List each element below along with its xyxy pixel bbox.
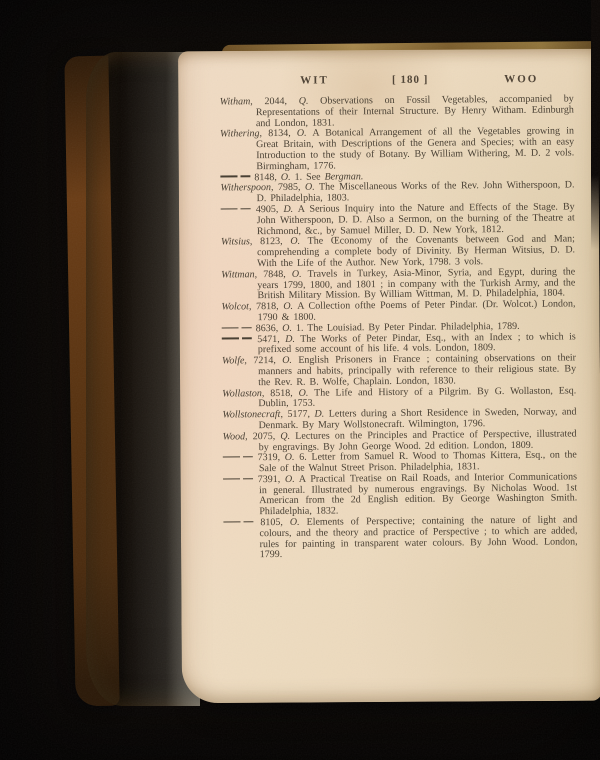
background-shadow-band bbox=[591, 0, 600, 250]
entry-headword: Wood bbox=[222, 430, 246, 443]
catalog-entry: 7319, O. 6. Letter from Samuel R. Wood to Thomas Kittera, Esq., on the Sale of the Walnut Street Prison. Philadelphia, 1831. bbox=[223, 451, 577, 476]
format-letter: O. bbox=[284, 452, 295, 464]
entry-headword: Wollstonecraft bbox=[222, 409, 281, 421]
format-letter: O. bbox=[283, 301, 294, 313]
ditto-dash-icon bbox=[222, 338, 252, 339]
catalog-entry: Wollaston, 8518, O. The Life and History of a Pilgrim. By G. Wollaston, Esq. Dublin, 1753. bbox=[222, 384, 577, 410]
entry-headword: Witherspoon bbox=[220, 182, 272, 194]
entry-headword: Witham bbox=[219, 96, 251, 108]
format-letter: D. bbox=[285, 333, 296, 345]
catalog-entry: Wolfe, 7214, O. English Prisoners in France ; containing observations on their manners and habits, principally with reference to their religious state. By the Rev. R. B. Wolfe, Chaplain. London, 1830. bbox=[221, 352, 577, 388]
catalog-entry: Wollstonecraft, 5177, D. Letters during a Short Residence in Sweden, Norway, and Denmark. By Mary Wollstonecraft. Wilmington, 1796. bbox=[222, 406, 577, 432]
format-letter: O. bbox=[284, 473, 295, 485]
book-page bbox=[178, 49, 600, 704]
format-letter: D. bbox=[283, 203, 294, 215]
format-letter: Q. bbox=[280, 430, 291, 442]
ditto-dash-icon bbox=[222, 327, 252, 328]
format-letter: O. bbox=[282, 322, 292, 334]
entry-headword: Witsius bbox=[220, 236, 250, 248]
catalog-entry: 8636, O. 1. The Louisiad. By Peter Pindar. Philadelphia, 1789. bbox=[222, 321, 576, 335]
entry-headword: Withering bbox=[219, 128, 260, 140]
ditto-dash-icon bbox=[220, 176, 250, 177]
catalog-entry: 4905, D. A Serious Inquiry into the Nature and Effects of the Stage. By John Witherspoon, D. D. Also a Sermon, on the burning of the Theatre at Richmond, &c., by Samuel Miller, D. D. New York, 1812. bbox=[221, 202, 575, 237]
format-letter: O. bbox=[289, 516, 300, 528]
page-number: [ 180 ] bbox=[391, 73, 429, 86]
catalog-entry: 7391, O. A Practical Treatise on Rail Roads, and Interior Communications in general. Illustrated by numerous engravings. By Nicholas Wood. 1st American from the 2d English edition. By George Washington Smith. Philadelphia, 1832. bbox=[223, 472, 577, 518]
catalog-entry: Wittman, 7848, O. Travels in Turkey, Asia-Minor, Syria, and Egypt, during the years 1799, 1800, and 1801 ; in company with the Turkish Army, and the British Military Mission. By William Wittman, M. D. Philadelphia, 1804. bbox=[221, 266, 576, 302]
entry-headword: Wolfe bbox=[221, 355, 245, 367]
running-head bbox=[220, 73, 576, 91]
catalog-entry: Withering, 8134, O. A Botanical Arrangement of all the Vegetables growing in Great Britain, with Descriptions of the Genera and Species; with an easy Introduction to the study of Botany. By William Withering, M. D. 2 vols. Birmingham, 1776. bbox=[219, 125, 575, 172]
format-letter: O. bbox=[291, 268, 302, 280]
running-head-right-guide: WOO bbox=[504, 73, 539, 86]
entry-headword: Wittman bbox=[221, 268, 255, 281]
entry-headword: Wolcot bbox=[221, 301, 249, 313]
italic-cross-reference: Bergman. bbox=[324, 170, 364, 183]
catalog-entry: Wolcot, 7818, O. A Collection ofthe Poems of Peter Pindar. (Dr. Wolcot.) London, 1790 & 1800. bbox=[221, 298, 576, 324]
ditto-dash-icon bbox=[221, 208, 251, 209]
catalog-entries bbox=[220, 94, 578, 561]
catalog-entry: Witham, 2044, Q. Observations on Fossil Vegetables, accompanied by Representations of their Internal Structure. By Henry Witham. Edinburgh and London, 1831. bbox=[219, 93, 574, 129]
ditto-dash-icon bbox=[223, 521, 253, 522]
format-letter: O. bbox=[290, 236, 301, 248]
catalog-entry: Wood, 2075, Q. Lectures on the Principles and Practice of Perspective, illustrated by engravings. By John George Wood. 2d edition. London, 1809. bbox=[222, 428, 577, 453]
catalog-entry: 8105, O. Elements of Perspective; containing the nature of light and colours, and the theory and practice of Perspective ; to which are added, rules for painting in transparent water colours. By John Wood. London, 1799. bbox=[223, 515, 577, 561]
ditto-dash-icon bbox=[223, 456, 253, 457]
format-letter: O. bbox=[280, 171, 291, 183]
catalog-entry: Witherspoon, 7985, O. The Miscellaneous Works of the Rev. John Witherspoon, D. D. Philadelphia, 1803. bbox=[220, 179, 575, 205]
format-letter: O. bbox=[304, 182, 315, 194]
running-head-left-guide: WIT bbox=[300, 74, 329, 87]
format-letter: O. bbox=[298, 387, 309, 399]
format-letter: O. bbox=[282, 355, 292, 367]
catalog-entry: Witsius, 8123, O. The Œconomy of the Covenants between God and Man; comprehending a complete body of Divinity. By Herman Witsius, D. D. With the Life of the Author. New York, 1798. 3 vols. bbox=[220, 233, 576, 270]
entry-headword: Wollaston bbox=[222, 387, 262, 400]
catalog-entry: 5471, D. The Works of Peter Pindar, Esq., with an Index ; to which is prefixed some account of his life. 4 vols. London, 1809. bbox=[222, 332, 576, 357]
catalog-entry: 8148, O. 1. See Bergman. bbox=[220, 170, 574, 184]
ditto-dash-icon bbox=[223, 478, 253, 479]
format-letter: Q. bbox=[298, 95, 309, 107]
format-letter: O. bbox=[296, 128, 307, 140]
format-letter: D. bbox=[314, 408, 325, 420]
